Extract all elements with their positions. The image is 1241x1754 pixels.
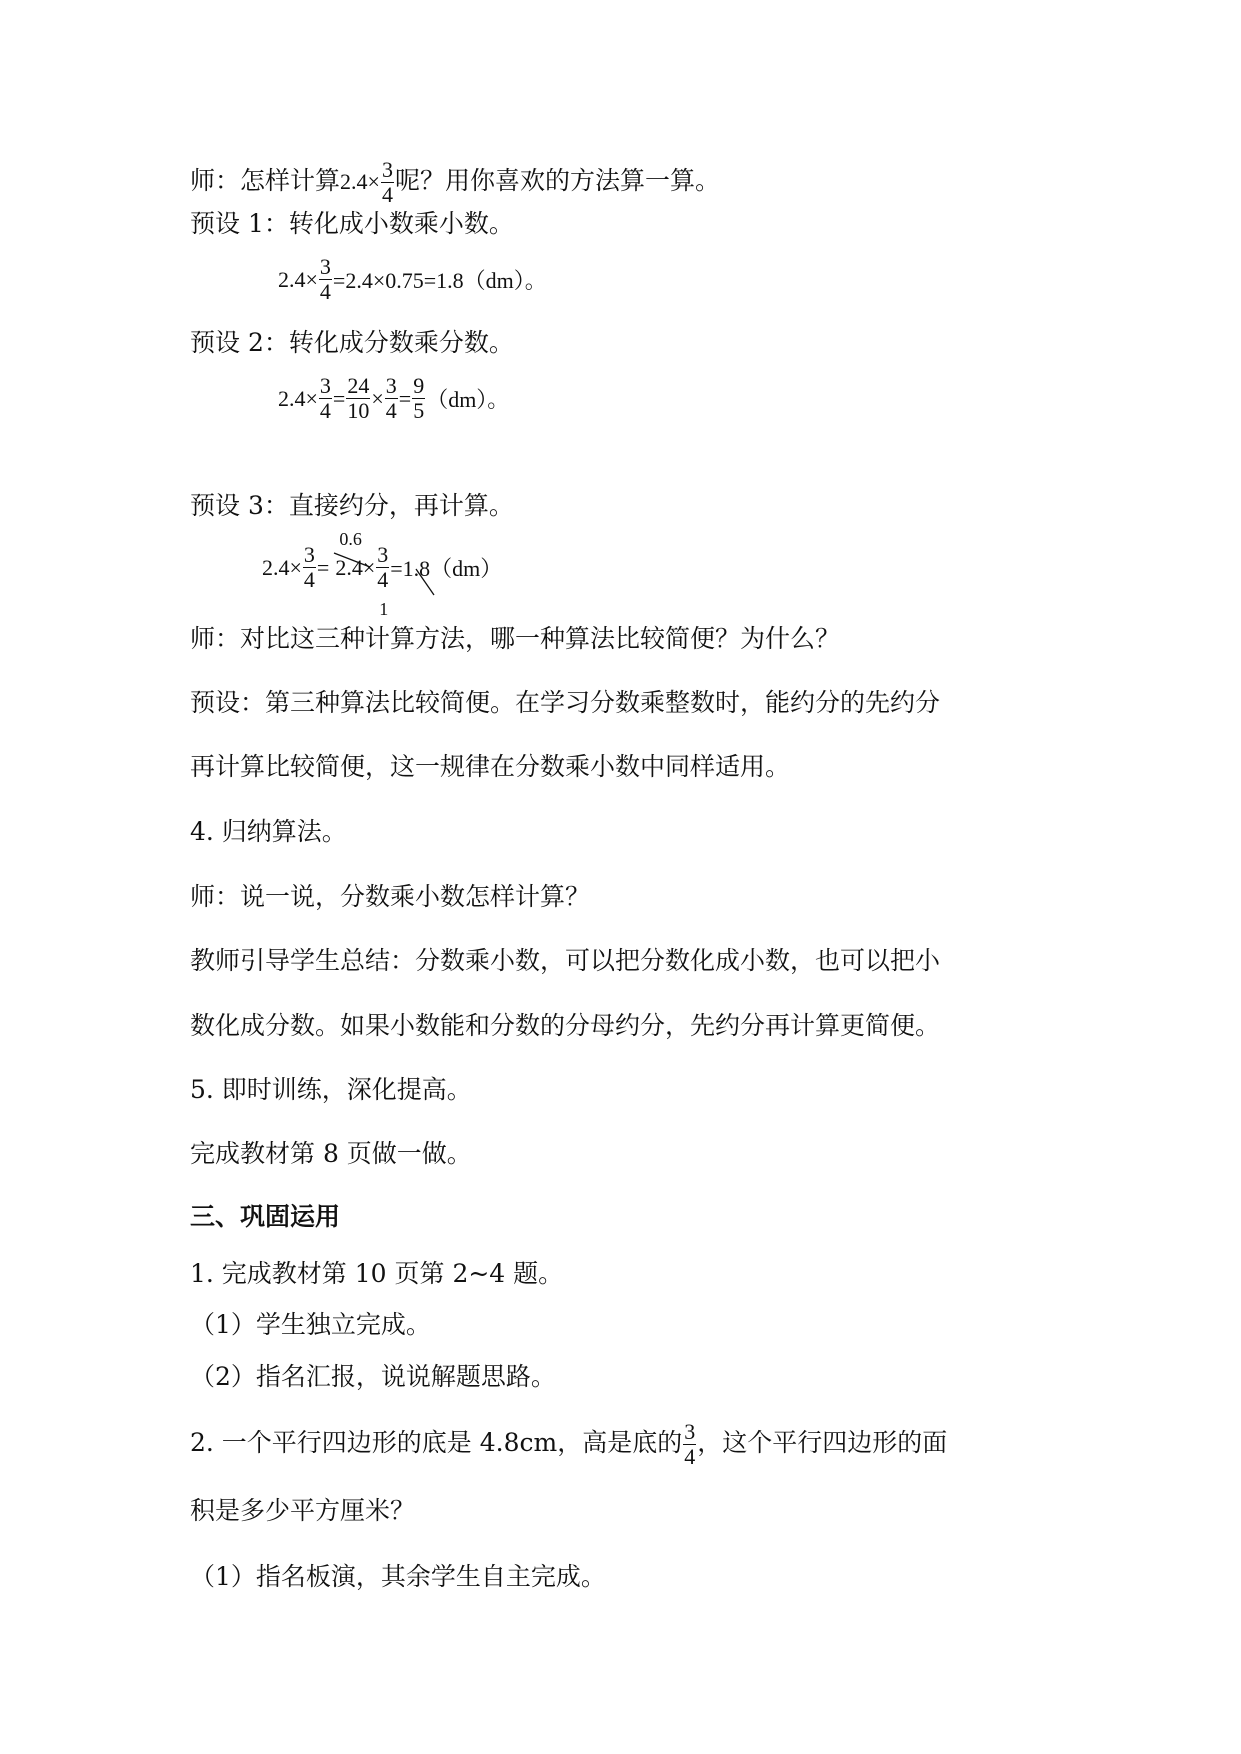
- denominator: 4: [381, 182, 393, 207]
- cancel-strokes: [330, 533, 450, 603]
- preset-answer-line-1: 预设：第三种算法比较简便。在学习分数乘整数时，能约分的先约分: [190, 688, 941, 717]
- summary-line-2: 数化成分数。如果小数能和分数的分母约分，先约分再计算更简便。: [190, 1011, 941, 1040]
- summary-line-1: 教师引导学生总结：分数乘小数，可以把分数化成小数，也可以把小: [190, 946, 941, 975]
- text: 师：怎样计算: [190, 166, 341, 195]
- teacher-question-line: [190, 158, 720, 207]
- result: =1.8（dm）: [390, 556, 503, 581]
- equals: =: [316, 554, 330, 580]
- fraction: [303, 543, 316, 592]
- preset-3-line: 预设 3：直接约分，再计算。: [190, 491, 514, 520]
- equals: =: [332, 385, 346, 411]
- denominator: 4: [377, 567, 389, 592]
- teacher-compare-line: 师：对比这三种计算方法，哪一种算法比较简便？为什么？: [190, 624, 841, 653]
- text: 呢？用你喜欢的方法算一算。: [394, 166, 720, 195]
- cancel-result-top: 0.6: [339, 528, 362, 549]
- denominator: 4: [319, 279, 331, 304]
- equation-2: [278, 374, 509, 423]
- preset-2-line: 预设 2：转化成分数乘分数。: [190, 328, 514, 357]
- denominator: 5: [413, 398, 425, 423]
- cancel-result-bottom: 1: [379, 599, 389, 619]
- math-expr: 2.4×: [278, 266, 318, 292]
- task-1-line: 1. 完成教材第 10 页第 2~4 题。: [190, 1259, 564, 1288]
- task-2-sub-1: （1）指名板演，其余学生自主完成。: [190, 1562, 606, 1591]
- task-1-sub-2: （2）指名汇报，说说解题思路。: [190, 1362, 556, 1391]
- teacher-ask-line: 师：说一说，分数乘小数怎样计算？: [190, 882, 591, 911]
- denominator: 4: [303, 567, 315, 592]
- fraction: [412, 374, 425, 423]
- task-1-sub-1: （1）学生独立完成。: [190, 1310, 431, 1339]
- section-heading: 三、巩固运用: [190, 1202, 341, 1231]
- times: ×: [371, 385, 384, 411]
- denominator: 4: [385, 398, 397, 423]
- fraction: [319, 374, 332, 423]
- math-expr: 2.4×: [278, 385, 318, 411]
- fraction: [385, 374, 398, 423]
- numerator: 3: [303, 542, 315, 567]
- step-5-heading: 5. 即时训练，深化提高。: [190, 1075, 472, 1104]
- fraction: [381, 158, 394, 207]
- task-2-line: [190, 1420, 947, 1469]
- numerator: 3: [319, 373, 331, 398]
- math-expr: 2.4×: [340, 169, 380, 194]
- equals: =: [398, 385, 412, 411]
- equation-3: [262, 528, 503, 619]
- numerator: 3: [381, 157, 393, 182]
- numerator: 3: [385, 373, 397, 398]
- denominator: 4: [319, 398, 331, 423]
- step-4-heading: 4. 归纳算法。: [190, 817, 347, 846]
- equation-1: [278, 255, 547, 304]
- preset-1-line: 预设 1：转化成小数乘小数。: [190, 209, 514, 238]
- text: 2. 一个平行四边形的底是 4.8cm，高是底的: [190, 1428, 683, 1457]
- cancel-stroke-denominator: [416, 569, 434, 595]
- times: ×: [362, 554, 376, 580]
- numerator: 3: [684, 1419, 696, 1444]
- exercise-line: 完成教材第 8 页做一做。: [190, 1139, 472, 1168]
- fraction: [683, 1420, 696, 1469]
- numerator: 24: [347, 373, 370, 398]
- math-expr: 2.4×: [262, 554, 302, 580]
- fraction: [346, 374, 370, 423]
- preset-answer-line-2: 再计算比较简便，这一规律在分数乘小数中同样适用。: [190, 752, 791, 781]
- denominator: 4: [684, 1444, 696, 1469]
- text: ，这个平行四边形的面: [697, 1428, 948, 1457]
- task-2-line-2: 积是多少平方厘米？: [190, 1496, 416, 1525]
- numerator: 3: [319, 254, 331, 279]
- numerator: 3: [377, 542, 389, 567]
- unit: （dm）。: [426, 387, 510, 412]
- math-expr: =2.4×0.75=1.8（dm）。: [332, 268, 547, 293]
- cancelled-value: 2.4: [335, 554, 363, 580]
- fraction: [319, 255, 332, 304]
- numerator: 9: [413, 373, 425, 398]
- denominator: 10: [347, 398, 370, 423]
- cancel-stroke-decimal: [334, 553, 370, 567]
